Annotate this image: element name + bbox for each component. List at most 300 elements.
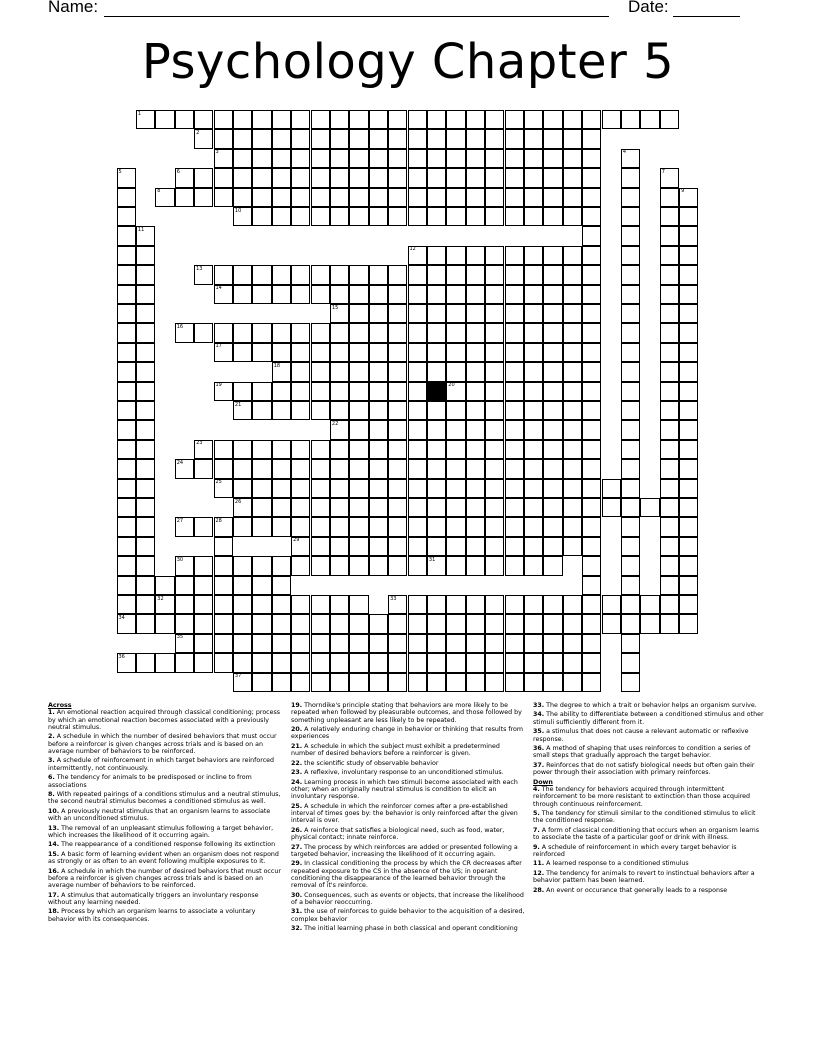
grid-cell[interactable] bbox=[117, 479, 136, 498]
grid-cell[interactable] bbox=[466, 382, 485, 401]
grid-cell[interactable] bbox=[582, 595, 601, 614]
grid-cell[interactable] bbox=[330, 595, 349, 614]
grid-cell[interactable] bbox=[621, 440, 640, 459]
grid-cell[interactable] bbox=[524, 265, 543, 284]
grid-cell[interactable] bbox=[485, 246, 504, 265]
grid-cell[interactable] bbox=[660, 226, 679, 245]
grid-cell[interactable] bbox=[485, 323, 504, 342]
grid-cell[interactable] bbox=[446, 634, 465, 653]
grid-cell[interactable] bbox=[272, 634, 291, 653]
grid-cell[interactable] bbox=[466, 207, 485, 226]
grid-cell[interactable] bbox=[427, 207, 446, 226]
grid-cell[interactable] bbox=[252, 459, 271, 478]
grid-cell[interactable] bbox=[214, 110, 233, 129]
grid-cell[interactable] bbox=[466, 537, 485, 556]
grid-cell[interactable] bbox=[388, 401, 407, 420]
grid-cell[interactable] bbox=[524, 556, 543, 575]
grid-cell[interactable] bbox=[311, 343, 330, 362]
grid-cell[interactable] bbox=[621, 246, 640, 265]
grid-cell[interactable] bbox=[272, 168, 291, 187]
grid-cell[interactable] bbox=[311, 168, 330, 187]
grid-cell[interactable] bbox=[408, 595, 427, 614]
grid-cell[interactable] bbox=[233, 149, 252, 168]
grid-cell[interactable] bbox=[252, 673, 271, 692]
grid-cell[interactable] bbox=[563, 323, 582, 342]
grid-cell[interactable] bbox=[485, 673, 504, 692]
grid-cell[interactable] bbox=[311, 440, 330, 459]
grid-cell[interactable] bbox=[466, 304, 485, 323]
grid-cell[interactable] bbox=[408, 362, 427, 381]
grid-cell[interactable] bbox=[408, 323, 427, 342]
grid-cell[interactable] bbox=[136, 440, 155, 459]
grid-cell[interactable] bbox=[291, 129, 310, 148]
grid-cell[interactable] bbox=[466, 362, 485, 381]
grid-cell[interactable] bbox=[330, 129, 349, 148]
grid-cell[interactable] bbox=[175, 576, 194, 595]
grid-cell[interactable] bbox=[349, 343, 368, 362]
grid-cell[interactable] bbox=[505, 614, 524, 633]
grid-cell[interactable] bbox=[349, 168, 368, 187]
grid-cell[interactable] bbox=[427, 343, 446, 362]
grid-cell[interactable] bbox=[233, 595, 252, 614]
grid-cell[interactable] bbox=[408, 459, 427, 478]
grid-cell[interactable] bbox=[563, 479, 582, 498]
grid-cell[interactable] bbox=[117, 246, 136, 265]
grid-cell[interactable] bbox=[466, 673, 485, 692]
grid-cell[interactable] bbox=[117, 420, 136, 439]
grid-cell[interactable] bbox=[543, 653, 562, 672]
grid-cell[interactable] bbox=[621, 576, 640, 595]
grid-cell[interactable] bbox=[543, 149, 562, 168]
grid-cell[interactable] bbox=[582, 556, 601, 575]
grid-cell[interactable] bbox=[136, 537, 155, 556]
grid-cell[interactable] bbox=[349, 304, 368, 323]
grid-cell[interactable] bbox=[427, 634, 446, 653]
grid-cell[interactable] bbox=[349, 149, 368, 168]
grid-cell[interactable] bbox=[466, 401, 485, 420]
grid-cell[interactable] bbox=[582, 382, 601, 401]
grid-cell[interactable] bbox=[369, 459, 388, 478]
grid-cell[interactable] bbox=[117, 226, 136, 245]
grid-cell[interactable] bbox=[388, 168, 407, 187]
grid-cell[interactable] bbox=[679, 401, 698, 420]
grid-cell[interactable] bbox=[563, 149, 582, 168]
grid-cell[interactable] bbox=[136, 595, 155, 614]
grid-cell[interactable] bbox=[408, 188, 427, 207]
grid-cell[interactable] bbox=[272, 556, 291, 575]
grid-cell[interactable] bbox=[311, 382, 330, 401]
grid-cell[interactable] bbox=[330, 673, 349, 692]
grid-cell[interactable] bbox=[427, 401, 446, 420]
grid-cell[interactable] bbox=[291, 362, 310, 381]
grid-cell[interactable] bbox=[543, 498, 562, 517]
grid-cell[interactable] bbox=[679, 576, 698, 595]
grid-cell[interactable] bbox=[349, 129, 368, 148]
grid-cell[interactable] bbox=[349, 188, 368, 207]
grid-cell[interactable] bbox=[660, 246, 679, 265]
grid-cell[interactable] bbox=[485, 459, 504, 478]
grid-cell[interactable] bbox=[408, 479, 427, 498]
grid-cell[interactable] bbox=[388, 498, 407, 517]
grid-cell[interactable] bbox=[252, 556, 271, 575]
grid-cell[interactable] bbox=[427, 323, 446, 342]
grid-cell[interactable] bbox=[349, 556, 368, 575]
grid-cell[interactable] bbox=[446, 420, 465, 439]
grid-cell[interactable] bbox=[272, 265, 291, 284]
grid-cell[interactable] bbox=[446, 401, 465, 420]
grid-cell[interactable] bbox=[563, 110, 582, 129]
grid-cell[interactable] bbox=[117, 362, 136, 381]
grid-cell[interactable] bbox=[524, 420, 543, 439]
grid-cell[interactable] bbox=[446, 265, 465, 284]
grid-cell[interactable] bbox=[330, 207, 349, 226]
grid-cell[interactable] bbox=[466, 149, 485, 168]
grid-cell[interactable] bbox=[272, 343, 291, 362]
grid-cell[interactable] bbox=[466, 614, 485, 633]
grid-cell[interactable] bbox=[408, 168, 427, 187]
grid-cell[interactable] bbox=[388, 556, 407, 575]
grid-cell[interactable] bbox=[291, 401, 310, 420]
grid-cell[interactable] bbox=[427, 110, 446, 129]
grid-cell[interactable] bbox=[660, 420, 679, 439]
grid-cell[interactable] bbox=[311, 265, 330, 284]
grid-cell[interactable] bbox=[311, 479, 330, 498]
grid-cell[interactable] bbox=[330, 517, 349, 536]
grid-cell[interactable] bbox=[388, 285, 407, 304]
grid-cell[interactable] bbox=[194, 323, 213, 342]
grid-cell[interactable] bbox=[117, 576, 136, 595]
grid-cell[interactable] bbox=[505, 634, 524, 653]
grid-cell[interactable] bbox=[408, 653, 427, 672]
grid-cell[interactable] bbox=[388, 614, 407, 633]
grid-cell[interactable] bbox=[621, 498, 640, 517]
grid-cell[interactable] bbox=[640, 110, 659, 129]
grid-cell[interactable] bbox=[252, 323, 271, 342]
grid-cell[interactable] bbox=[349, 498, 368, 517]
grid-cell[interactable] bbox=[679, 304, 698, 323]
grid-cell[interactable] bbox=[485, 595, 504, 614]
grid-cell[interactable] bbox=[466, 343, 485, 362]
grid-cell[interactable] bbox=[543, 634, 562, 653]
grid-cell[interactable] bbox=[214, 556, 233, 575]
grid-cell[interactable] bbox=[582, 614, 601, 633]
grid-cell[interactable] bbox=[543, 168, 562, 187]
grid-cell[interactable] bbox=[252, 517, 271, 536]
grid-cell[interactable] bbox=[485, 634, 504, 653]
grid-cell[interactable] bbox=[388, 129, 407, 148]
grid-cell[interactable] bbox=[369, 614, 388, 633]
grid-cell[interactable] bbox=[272, 673, 291, 692]
grid-cell[interactable] bbox=[233, 459, 252, 478]
grid-cell[interactable] bbox=[291, 343, 310, 362]
grid-cell[interactable] bbox=[505, 673, 524, 692]
grid-cell[interactable] bbox=[427, 285, 446, 304]
grid-cell[interactable] bbox=[233, 517, 252, 536]
grid-cell[interactable] bbox=[214, 440, 233, 459]
grid-cell[interactable] bbox=[446, 188, 465, 207]
grid-cell[interactable] bbox=[679, 537, 698, 556]
grid-cell[interactable] bbox=[136, 246, 155, 265]
grid-cell[interactable] bbox=[466, 440, 485, 459]
grid-cell[interactable] bbox=[214, 168, 233, 187]
grid-cell[interactable] bbox=[330, 459, 349, 478]
grid-cell[interactable] bbox=[291, 168, 310, 187]
grid-cell[interactable] bbox=[349, 479, 368, 498]
grid-cell[interactable] bbox=[291, 149, 310, 168]
grid-cell[interactable] bbox=[563, 304, 582, 323]
grid-cell[interactable] bbox=[582, 459, 601, 478]
grid-cell[interactable] bbox=[505, 129, 524, 148]
grid-cell[interactable] bbox=[563, 420, 582, 439]
grid-cell[interactable] bbox=[272, 479, 291, 498]
grid-cell[interactable] bbox=[505, 517, 524, 536]
grid-cell[interactable] bbox=[466, 556, 485, 575]
grid-cell[interactable] bbox=[311, 401, 330, 420]
grid-cell[interactable] bbox=[466, 459, 485, 478]
grid-cell[interactable] bbox=[408, 285, 427, 304]
grid-cell[interactable] bbox=[330, 343, 349, 362]
grid-cell[interactable] bbox=[117, 498, 136, 517]
grid-cell[interactable] bbox=[427, 265, 446, 284]
grid-cell[interactable] bbox=[602, 595, 621, 614]
grid-cell[interactable] bbox=[349, 459, 368, 478]
grid-cell[interactable] bbox=[349, 285, 368, 304]
grid-cell[interactable] bbox=[136, 285, 155, 304]
grid-cell[interactable] bbox=[136, 556, 155, 575]
grid-cell[interactable] bbox=[543, 110, 562, 129]
grid-cell[interactable] bbox=[660, 595, 679, 614]
grid-cell[interactable] bbox=[272, 323, 291, 342]
grid-cell[interactable] bbox=[194, 459, 213, 478]
grid-cell[interactable] bbox=[505, 653, 524, 672]
grid-cell[interactable] bbox=[369, 634, 388, 653]
grid-cell[interactable] bbox=[563, 537, 582, 556]
grid-cell[interactable] bbox=[621, 226, 640, 245]
grid-cell[interactable] bbox=[543, 323, 562, 342]
grid-cell[interactable] bbox=[408, 207, 427, 226]
grid-cell[interactable] bbox=[427, 517, 446, 536]
grid-cell[interactable] bbox=[427, 673, 446, 692]
grid-cell[interactable] bbox=[621, 285, 640, 304]
grid-cell[interactable] bbox=[524, 440, 543, 459]
grid-cell[interactable] bbox=[621, 556, 640, 575]
grid-cell[interactable] bbox=[524, 110, 543, 129]
grid-cell[interactable] bbox=[563, 265, 582, 284]
grid-cell[interactable] bbox=[311, 614, 330, 633]
grid-cell[interactable] bbox=[524, 537, 543, 556]
grid-cell[interactable] bbox=[214, 614, 233, 633]
grid-cell[interactable] bbox=[582, 673, 601, 692]
grid-cell[interactable] bbox=[427, 440, 446, 459]
grid-cell[interactable] bbox=[194, 595, 213, 614]
grid-cell[interactable] bbox=[408, 537, 427, 556]
grid-cell[interactable] bbox=[427, 149, 446, 168]
grid-cell[interactable] bbox=[369, 207, 388, 226]
grid-cell[interactable] bbox=[621, 265, 640, 284]
grid-cell[interactable] bbox=[194, 188, 213, 207]
grid-cell[interactable] bbox=[369, 149, 388, 168]
grid-cell[interactable] bbox=[388, 634, 407, 653]
grid-cell[interactable] bbox=[388, 673, 407, 692]
grid-cell[interactable] bbox=[446, 304, 465, 323]
grid-cell[interactable] bbox=[660, 207, 679, 226]
grid-cell[interactable] bbox=[505, 265, 524, 284]
grid-cell[interactable] bbox=[621, 323, 640, 342]
grid-cell[interactable] bbox=[427, 653, 446, 672]
grid-cell[interactable] bbox=[524, 362, 543, 381]
grid-cell[interactable] bbox=[311, 634, 330, 653]
grid-cell[interactable] bbox=[388, 343, 407, 362]
grid-cell[interactable] bbox=[446, 168, 465, 187]
grid-cell[interactable] bbox=[369, 653, 388, 672]
grid-cell[interactable] bbox=[214, 595, 233, 614]
grid-cell[interactable] bbox=[369, 362, 388, 381]
grid-cell[interactable] bbox=[233, 265, 252, 284]
grid-cell[interactable] bbox=[388, 188, 407, 207]
grid-cell[interactable] bbox=[582, 304, 601, 323]
grid-cell[interactable] bbox=[408, 440, 427, 459]
grid-cell[interactable] bbox=[505, 110, 524, 129]
grid-cell[interactable] bbox=[679, 614, 698, 633]
grid-cell[interactable] bbox=[349, 537, 368, 556]
grid-cell[interactable] bbox=[485, 614, 504, 633]
grid-cell[interactable] bbox=[252, 110, 271, 129]
grid-cell[interactable] bbox=[679, 285, 698, 304]
grid-cell[interactable] bbox=[117, 207, 136, 226]
grid-cell[interactable] bbox=[369, 304, 388, 323]
grid-cell[interactable] bbox=[505, 479, 524, 498]
grid-cell[interactable] bbox=[408, 556, 427, 575]
grid-cell[interactable] bbox=[194, 168, 213, 187]
grid-cell[interactable] bbox=[602, 110, 621, 129]
grid-cell[interactable] bbox=[388, 653, 407, 672]
grid-cell[interactable] bbox=[175, 110, 194, 129]
grid-cell[interactable] bbox=[485, 498, 504, 517]
grid-cell[interactable] bbox=[485, 265, 504, 284]
grid-cell[interactable] bbox=[621, 382, 640, 401]
grid-cell[interactable] bbox=[272, 576, 291, 595]
grid-cell[interactable] bbox=[330, 362, 349, 381]
grid-cell[interactable] bbox=[252, 498, 271, 517]
grid-cell[interactable] bbox=[369, 129, 388, 148]
grid-cell[interactable] bbox=[582, 440, 601, 459]
grid-cell[interactable] bbox=[117, 188, 136, 207]
grid-cell[interactable] bbox=[679, 265, 698, 284]
grid-cell[interactable] bbox=[505, 343, 524, 362]
grid-cell[interactable] bbox=[427, 188, 446, 207]
grid-cell[interactable] bbox=[660, 537, 679, 556]
grid-cell[interactable] bbox=[175, 614, 194, 633]
grid-cell[interactable] bbox=[446, 343, 465, 362]
grid-cell[interactable] bbox=[311, 149, 330, 168]
grid-cell[interactable] bbox=[311, 537, 330, 556]
grid-cell[interactable] bbox=[543, 207, 562, 226]
grid-cell[interactable] bbox=[563, 459, 582, 478]
grid-cell[interactable] bbox=[155, 653, 174, 672]
grid-cell[interactable] bbox=[543, 479, 562, 498]
grid-cell[interactable] bbox=[252, 634, 271, 653]
grid-cell[interactable] bbox=[660, 440, 679, 459]
grid-cell[interactable] bbox=[505, 595, 524, 614]
grid-cell[interactable] bbox=[466, 420, 485, 439]
grid-cell[interactable] bbox=[466, 265, 485, 284]
grid-cell[interactable] bbox=[505, 440, 524, 459]
grid-cell[interactable] bbox=[272, 459, 291, 478]
grid-cell[interactable] bbox=[388, 440, 407, 459]
grid-cell[interactable] bbox=[272, 653, 291, 672]
grid-cell[interactable] bbox=[272, 110, 291, 129]
grid-cell[interactable] bbox=[446, 323, 465, 342]
grid-cell[interactable] bbox=[214, 576, 233, 595]
grid-cell[interactable] bbox=[582, 265, 601, 284]
grid-cell[interactable] bbox=[252, 401, 271, 420]
grid-cell[interactable] bbox=[621, 420, 640, 439]
grid-cell[interactable] bbox=[660, 304, 679, 323]
grid-cell[interactable] bbox=[505, 207, 524, 226]
grid-cell[interactable] bbox=[621, 168, 640, 187]
grid-cell[interactable] bbox=[621, 537, 640, 556]
grid-cell[interactable] bbox=[466, 595, 485, 614]
grid-cell[interactable] bbox=[252, 265, 271, 284]
grid-cell[interactable] bbox=[621, 401, 640, 420]
grid-cell[interactable] bbox=[679, 226, 698, 245]
grid-cell[interactable] bbox=[252, 653, 271, 672]
grid-cell[interactable] bbox=[291, 653, 310, 672]
grid-cell[interactable] bbox=[117, 285, 136, 304]
grid-cell[interactable] bbox=[524, 285, 543, 304]
grid-cell[interactable] bbox=[485, 110, 504, 129]
grid-cell[interactable] bbox=[543, 343, 562, 362]
grid-cell[interactable] bbox=[446, 653, 465, 672]
grid-cell[interactable] bbox=[524, 246, 543, 265]
grid-cell[interactable] bbox=[524, 323, 543, 342]
grid-cell[interactable] bbox=[524, 614, 543, 633]
grid-cell[interactable] bbox=[291, 265, 310, 284]
grid-cell[interactable] bbox=[524, 343, 543, 362]
grid-cell[interactable] bbox=[233, 343, 252, 362]
grid-cell[interactable] bbox=[136, 343, 155, 362]
grid-cell[interactable] bbox=[427, 246, 446, 265]
grid-cell[interactable] bbox=[117, 343, 136, 362]
grid-cell[interactable] bbox=[388, 517, 407, 536]
grid-cell[interactable] bbox=[563, 168, 582, 187]
grid-cell[interactable] bbox=[485, 382, 504, 401]
grid-cell[interactable] bbox=[660, 323, 679, 342]
grid-cell[interactable] bbox=[563, 207, 582, 226]
grid-cell[interactable] bbox=[582, 110, 601, 129]
grid-cell[interactable] bbox=[291, 517, 310, 536]
grid-cell[interactable] bbox=[252, 168, 271, 187]
grid-cell[interactable] bbox=[214, 537, 233, 556]
grid-cell[interactable] bbox=[466, 498, 485, 517]
grid-cell[interactable] bbox=[582, 634, 601, 653]
grid-cell[interactable] bbox=[505, 304, 524, 323]
grid-cell[interactable] bbox=[291, 188, 310, 207]
grid-cell[interactable] bbox=[214, 265, 233, 284]
grid-cell[interactable] bbox=[485, 517, 504, 536]
grid-cell[interactable] bbox=[427, 129, 446, 148]
grid-cell[interactable] bbox=[505, 401, 524, 420]
grid-cell[interactable] bbox=[408, 673, 427, 692]
grid-cell[interactable] bbox=[582, 401, 601, 420]
grid-cell[interactable] bbox=[582, 129, 601, 148]
grid-cell[interactable] bbox=[621, 110, 640, 129]
grid-cell[interactable] bbox=[388, 382, 407, 401]
grid-cell[interactable] bbox=[660, 498, 679, 517]
grid-cell[interactable] bbox=[408, 517, 427, 536]
grid-cell[interactable] bbox=[369, 537, 388, 556]
grid-cell[interactable] bbox=[233, 479, 252, 498]
